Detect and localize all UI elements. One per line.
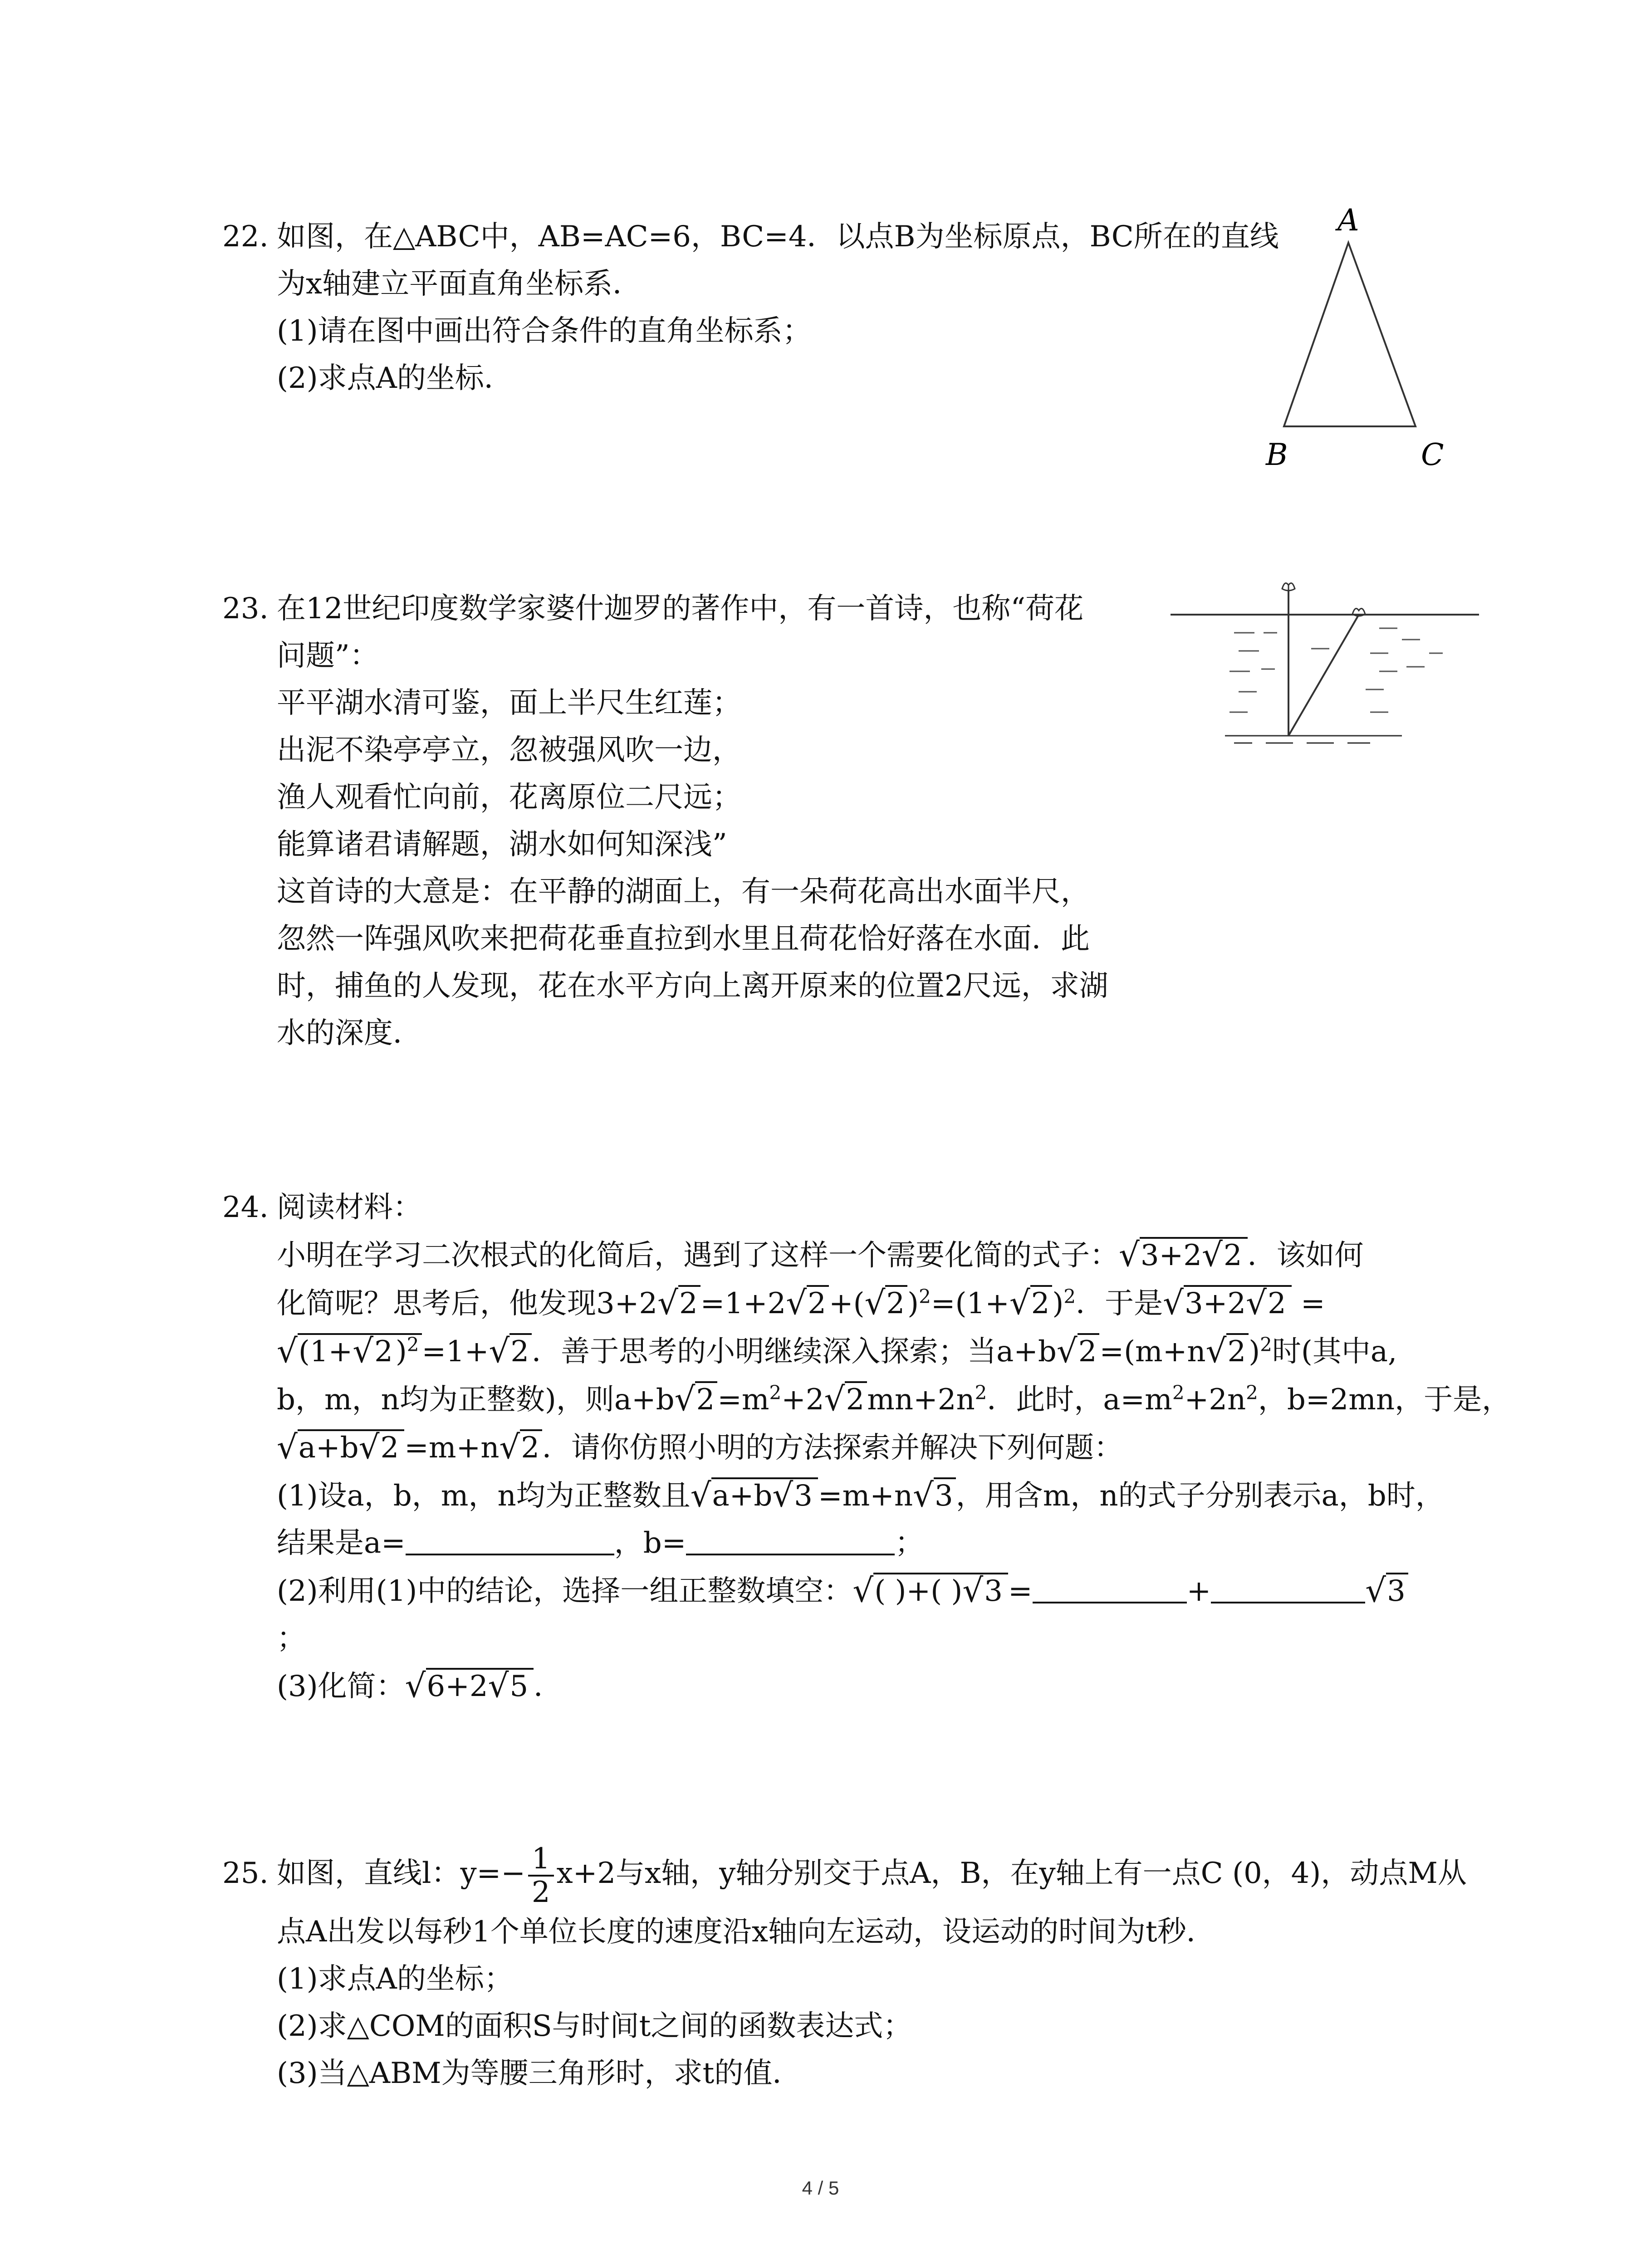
lotus-lake-figure [1166,576,1484,748]
question-text: 如图，在△ABC中，AB=AC=6，BC=4．以点B为坐标原点，BC所在的直线 [277,220,1279,254]
question-number: 23. [222,592,269,626]
subquestion-3: (3)当△ABM为等腰三角形时，求t的值． [277,2056,802,2090]
reading-title: 阅读材料： [277,1191,422,1224]
reading-line-5: √a+b√2 =m+n√2．请你仿照小明的方法探索并解决下列何题： [277,1428,1123,1466]
water-ripples [1230,628,1443,712]
question-25 [222,1842,1467,2097]
poem-line: 能算诸君请解题，湖水如何知深浅” [277,828,727,861]
poem-line: 出泥不染亭亭立，忽被强风吹一边， [277,733,741,767]
poem-line: 问题”： [277,639,379,673]
fraction: $\frac{1}{2}$ [528,1843,554,1908]
lotus-flower-icon [1282,583,1295,591]
subquestion-1: (1)请在图中画出符合条件的直角坐标系； [277,314,812,348]
label-c: C [1421,437,1444,472]
label-b: B [1266,437,1288,472]
subquestion-1: (1)求点A的坐标； [277,1962,513,1996]
reading-line-2: 化简呢？思考后，他发现$3+2√2=1+2√2+(√2)^2=(1+√2)^2$．于是√3+2√2 = [277,1284,1325,1322]
subquestion-2: (2)利用(1)中的结论，选择一组正整数填空：√( )+( )√3 = + √3 [222,1567,1456,1615]
question-text: 点A出发以每秒1个单位长度的速度沿x轴向左运动，设运动的时间为t秒． [277,1915,1215,1949]
question-text: 水的深度． [277,1017,422,1050]
question-number: 24. [222,1191,269,1224]
question-text: 为x轴建立平面直角坐标系． [277,267,642,301]
question-text: 时，捕鱼的人发现，花在水平方向上离开原来的位置2尺远，求湖 [277,969,1108,1003]
answer-blank-integer-part[interactable] [1033,1570,1187,1603]
subquestion-2: (2)求△COM的面积S与时间t之间的函数表达式； [277,2009,912,2043]
lotus-stem-tilted [1288,615,1359,736]
triangle-abc-figure [1248,200,1474,472]
text: x+2与x轴，y轴分别交于点A，B，在y轴上有一点C (0，4)，动点M从 [556,1857,1467,1890]
subquestion-1-answer: 结果是a= ，b= ； [222,1520,1456,1567]
poem-line: 在12世纪印度数学家婆什迦罗的著作中，有一首诗，也称“荷花 [277,592,1084,626]
text: 如图，直线l：y=− [277,1857,525,1890]
reading-line-3: $√(1+√2)^2=1+√2$．善于思考的小明继续深入探索；当$a+b√2=(m+n√2)^2$时(其中a, [277,1332,1397,1370]
question-text: 这首诗的大意是：在平静的湖面上，有一朵荷花高出水面半尺， [277,875,1090,909]
reading-line-4: b，m，n均为正整数)，则$a+b√2=m^2+2√2mn+2n^2$．此时，$a=m^2+2n^2$，b=2mn，于是， [277,1380,1511,1418]
poem-line: 平平湖水清可鉴，面上半尺生红莲； [277,686,741,720]
question-24 [222,1184,1511,1710]
text: ．该如何 [1247,1239,1364,1272]
text: 小明在学习二次根式的化简后，遇到了这样一个需要化简的式子： [277,1239,1119,1272]
lake-bottom [1225,736,1402,743]
question-text: 忽然一阵强风吹来把荷花垂直拉到水里且荷花恰好落在水面．此 [277,922,1090,956]
label-a: A [1337,203,1359,238]
semicolon: ； [277,1622,306,1655]
answer-blank-a[interactable] [406,1522,614,1555]
subquestion-2: (2)求点A的坐标． [277,362,513,395]
subquestion-1: (1)设a，b，m，n均为正整数且√a+b√3 =m+n√3，用含m，n的式子分别表示a，b时， [277,1476,1445,1514]
poem-line: 渔人观看忙向前，花离原位二尺远； [277,781,741,814]
answer-blank-b[interactable] [686,1522,895,1555]
question-number: 22. [222,220,269,254]
subquestion-3: (3)化简：√6+2√5 ． [277,1667,563,1705]
question-number: 25. [222,1857,269,1890]
radical-expression: √3+2√2 [1119,1231,1248,1279]
reading-line-1 [222,1231,1456,1279]
answer-blank-radical-coefficient[interactable] [1211,1570,1365,1603]
page-number: 4 / 5 [802,2177,839,2199]
